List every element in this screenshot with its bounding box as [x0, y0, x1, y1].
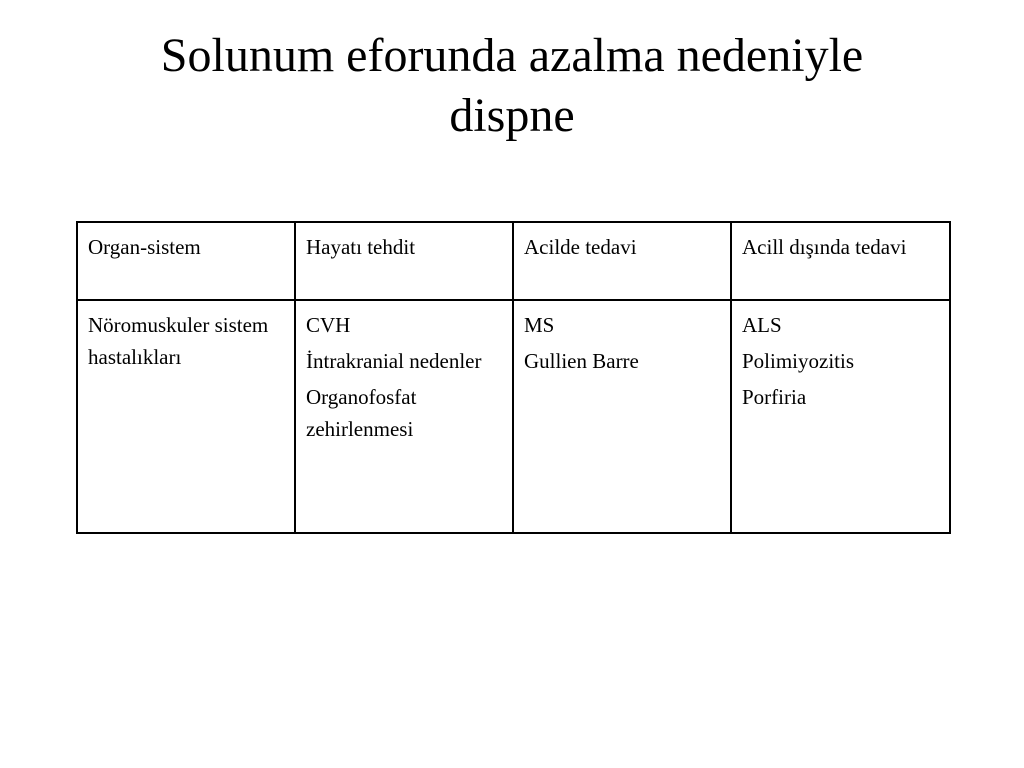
slide-title-line-2: dispne: [449, 89, 575, 142]
header-organ-sistem: Organ-sistem: [77, 222, 295, 300]
cell-acil-disinda-tedavi: [731, 300, 950, 533]
slide-title: [60, 26, 964, 146]
header-acilde-tedavi: Acilde tedavi: [513, 222, 731, 300]
cell-organ-sistem: [77, 300, 295, 533]
header-acil-disinda-tedavi: Acill dışında tedavi: [731, 222, 950, 300]
slide-title-line-1: Solunum eforunda azalma nedeniyle: [160, 29, 864, 82]
table-row: [77, 300, 950, 533]
cell-item: MS: [524, 313, 555, 337]
cell-item: Polimiyozitis: [742, 349, 855, 373]
cell-item: İntrakranial nedenler: [306, 349, 482, 373]
cell-hayati-tehdit: [295, 300, 513, 533]
dyspnea-table: [76, 221, 951, 534]
cell-item: Porfiria: [742, 385, 807, 409]
cell-item: CVH: [306, 313, 351, 337]
cell-item: Organofosfat zehirlenmesi: [306, 385, 417, 441]
table-header-row: [77, 222, 950, 300]
cell-acilde-tedavi: [513, 300, 731, 533]
cell-item: Nöromuskuler sistem hastalıkları: [88, 313, 269, 369]
header-hayati-tehdit: Hayatı tehdit: [295, 222, 513, 300]
cell-item: ALS: [742, 313, 782, 337]
cell-item: Gullien Barre: [524, 349, 639, 373]
